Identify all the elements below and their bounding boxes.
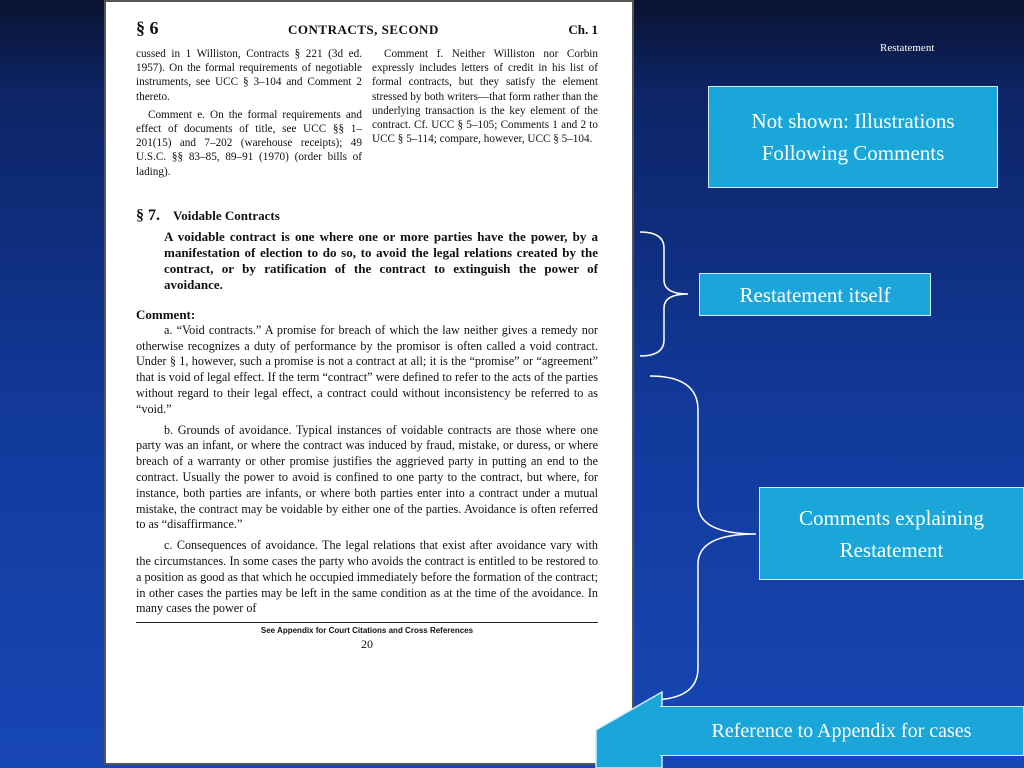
section-7-number: § 7. bbox=[136, 206, 160, 224]
page-number: 20 bbox=[361, 637, 373, 652]
bracket-comments bbox=[650, 376, 756, 700]
reference-arrow-icon bbox=[596, 692, 662, 768]
section-7-rule: A voidable contract is one where one or more parties have the power, by a manifestation of election to do so, to avoid the legal relations created by the contract, or by ratification of the contract to extinguish the power of avoidance. bbox=[164, 228, 598, 292]
header-chapter: Ch. 1 bbox=[568, 22, 598, 37]
appendix-footnote: See Appendix for Court Citations and Cross References bbox=[260, 626, 474, 636]
callout-reference: Reference to Appendix for cases bbox=[660, 706, 1024, 756]
comment-a: a. “Void contracts.” A promise for breach of which the law neither gives a remedy nor otherwise recognizes a duty of performance by the promisor is often called a void contract. Under § 1, however, such a promise is not a contract at all; it is the “promise” or “agreement” that is void of legal effect. If the term “contract” were defined to refer to the acts of the parties without regard to their legal effect, a contract could without inconsistency be referred to as “void.” bbox=[136, 322, 598, 416]
callout-restatement-itself: Restatement itself bbox=[699, 273, 931, 316]
comment-heading: Comment: bbox=[136, 306, 196, 322]
callout-comments-explaining: Comments explaining Restatement bbox=[759, 487, 1024, 580]
comment-c: c. Consequences of avoidance. The legal relations that exist after avoidance vary with the circumstances. In some cases the party who avoids the contract is entitled to be restored to a position as good as that which he occupied immediately before the formation of the contract; in other cases the parties may be left in the same condition as at the time of the avoidance. In many cases the power of bbox=[136, 538, 598, 616]
left-note-2: Comment e. On the formal requirements and effect of documents of title, see UCC §§ 1–201(15) and 7–202 (warehouse receipts); 49 U.S.C. §§ 83–85, 89–91 (1970) (order bills of lading). bbox=[136, 108, 362, 178]
right-note-1: Comment f. Neither Williston nor Corbin expressly includes letters of credit in his list of formal contracts, but they satisfy the element stressed by both writers—that form rather than the underlying transaction is the key element of the contract. Cf. UCC § 5–105; Comments 1 and 2 to UCC § 5–114; compare, however, UCC § 5–104. bbox=[372, 48, 598, 146]
callout-not-shown: Not shown: Illustrations Following Comments bbox=[708, 86, 998, 188]
slide-label: Restatement bbox=[880, 42, 935, 54]
header-title: CONTRACTS, SECOND bbox=[288, 22, 439, 37]
section-7-title: Voidable Contracts bbox=[173, 207, 280, 223]
left-note-1: cussed in 1 Williston, Contracts § 221 (3d ed. 1957). On the formal requirements of negotiable instruments, see UCC § 3–104 and Comment 2 thereto. bbox=[136, 48, 362, 103]
comment-b: b. Grounds of avoidance. Typical instances of voidable contracts are those where one party was an infant, or where the contract was induced by fraud, mistake, or duress, or where breach of a warranty or other promise justifies the aggrieved party in putting an end to the contract. Usually the power to avoid is confined to one party to the contract, but where, for instance, both parties are infants, or where both parties enter into a contract under a mutual mistake, the contract may be voidable by either one of the parties. Avoidance is often referred to as “disaffirmance.” bbox=[136, 422, 598, 532]
header-section: § 6 bbox=[136, 18, 159, 38]
bracket-restatement bbox=[640, 232, 688, 356]
